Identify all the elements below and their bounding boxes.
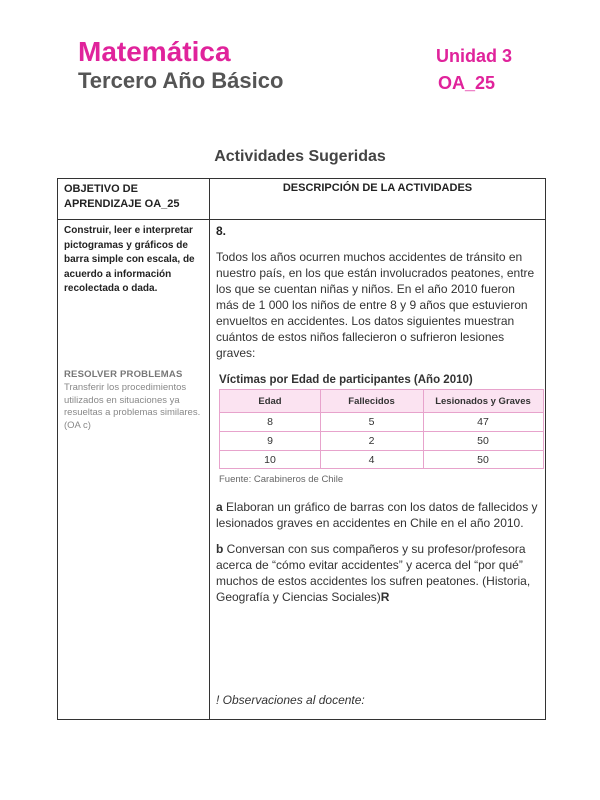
injured-cell: 50: [477, 434, 489, 447]
data-table: [219, 389, 544, 469]
oa-label: OA_25: [438, 73, 496, 93]
header-divider: [58, 219, 545, 220]
section-title: Actividades Sugeridas: [214, 148, 386, 165]
header-cell: Lesionados y Graves: [435, 395, 531, 407]
table-row: [220, 431, 543, 451]
objective-text: Construir, leer e interpretar pictogramas y gráficos de barra simple con escala, de acuerdo a información recolectada o dada.: [64, 225, 195, 294]
column-separator: [423, 390, 424, 468]
column-separator: [320, 390, 321, 468]
part-b-label: b: [216, 542, 224, 556]
part-a-label: a: [216, 500, 223, 514]
injured-cell: 50: [477, 453, 489, 466]
injured-cell: 47: [477, 415, 489, 428]
objective-header: OBJETIVO DE APRENDIZAJE OA_25: [64, 183, 180, 210]
activity-part-b: [216, 541, 538, 605]
activity-intro: Todos los años ocurren muchos accidentes de tránsito en nuestro país, en los que están involucrados peatones, entre los que se cuentan niñas y niños. En el año 2010 fueron más de 1 000 los niños de entre 8 y 9 años que estuvieron envueltos en accidentes. Los datos siguientes muestran cuántos de estos niños fallecieron o sufrieron lesiones graves:: [216, 250, 535, 360]
data-table-header-row: [220, 390, 543, 413]
header-cell: Fallecidos: [348, 395, 395, 407]
part-b-tag: R: [380, 590, 390, 604]
activity-table: [57, 178, 546, 720]
part-a-text: Elaboran un gráfico de barras con los datos de fallecidos y lesionados graves en accidentes en Chile en el año 2010.: [216, 500, 538, 530]
part-b-text: Conversan con sus compañeros y su profesor/profesora acerca de “cómo evitar accidentes” y acerca del “por qué” muchos de estos accidentes los sufren peatones. (Historia, Geografía y Ciencias Sociales): [216, 542, 531, 604]
table-row: [220, 450, 543, 469]
resolver-title: RESOLVER PROBLEMAS: [64, 369, 183, 380]
data-table-title: Víctimas por Edad de participantes (Año 2010): [219, 374, 473, 386]
age-cell: 9: [267, 434, 273, 447]
description-header: DESCRIPCIÓN DE LA ACTIVIDADES: [282, 182, 473, 194]
deaths-cell: 4: [368, 453, 375, 466]
resolver-text: Transferir los procedimientos utilizados en situaciones ya resueltas a problemas similares. (OA c): [64, 382, 201, 431]
column-divider: [209, 179, 210, 719]
page-title: Matemática: [78, 36, 231, 67]
age-cell: 8: [267, 415, 273, 428]
deaths-cell: 5: [368, 415, 375, 428]
table-row: [220, 412, 543, 432]
data-source: Fuente: Carabineros de Chile: [219, 474, 344, 485]
age-cell: 10: [264, 453, 276, 466]
activity-number: 8.: [216, 224, 227, 238]
teacher-observations: ! Observaciones al docente:: [216, 693, 365, 707]
header-cell: Edad: [258, 395, 282, 407]
unit-label: Unidad 3: [436, 46, 513, 66]
page-subtitle: Tercero Año Básico: [78, 68, 284, 93]
deaths-cell: 2: [368, 434, 375, 447]
activity-part-a: [216, 499, 538, 531]
